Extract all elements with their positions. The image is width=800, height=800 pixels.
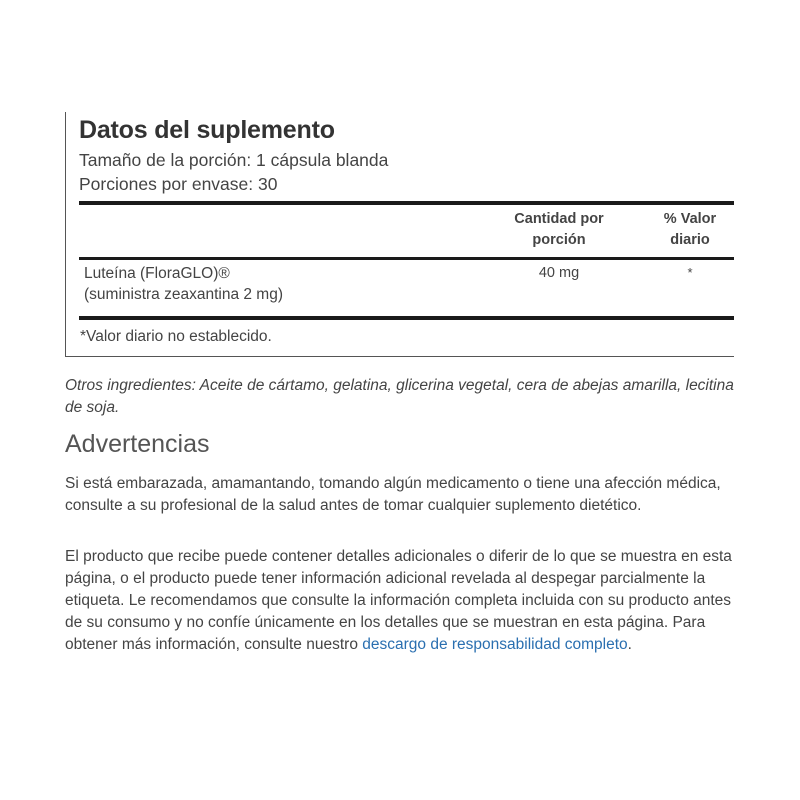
serving-size: Tamaño de la porción: 1 cápsula blanda [79, 150, 389, 170]
dv-header-line1: % Valor [663, 211, 717, 227]
supplement-facts-panel [65, 112, 734, 357]
disclaimer-paragraph [65, 546, 745, 656]
servings-per-container: Porciones por envase: 30 [79, 174, 278, 194]
ingredient-daily-value: * [687, 265, 693, 280]
amount-per-serving-header [486, 209, 632, 251]
ingredient-name-line1: Luteína (FloraGLO)® [84, 265, 230, 282]
other-ingredients: Otros ingredientes: Aceite de cártamo, gelatina, glicerina vegetal, cera de abejas amarilla, lecitina de soja. [65, 377, 734, 416]
facts-bottom-rule [79, 316, 734, 320]
facts-middle-rule [79, 257, 734, 260]
facts-top-rule [79, 201, 734, 205]
amount-header-line2: porción [532, 232, 586, 248]
supplement-facts-title: Datos del suplemento [79, 116, 335, 144]
disclaimer-end: . [627, 636, 632, 653]
ingredient-amount: 40 mg [538, 265, 580, 281]
ingredient-name-line2: (suministra zeaxantina 2 mg) [84, 286, 283, 303]
disclaimer-text: El producto que recibe puede contener detalles adicionales o diferir de lo que se muestra en esta página, o el producto puede tener información adicional revelada al despegar parcialmente la etiqueta. Le recomendamos que consulte la información completa incluida con su producto antes de su consumo y no confíe únicamente en los detalles que se muestran en esta página. Para obtener más información, consulte nuestro [65, 548, 732, 653]
disclaimer-link[interactable]: descargo de responsabilidad completo [362, 636, 628, 653]
dv-header-line2: diario [670, 232, 710, 248]
warning-paragraph: Si está embarazada, amamantando, tomando algún medicamento o tiene una afección médica, consulte a su profesional de la salud antes de tomar cualquier suplemento dietético. [65, 475, 721, 514]
daily-value-footnote: *Valor diario no establecido. [80, 328, 272, 345]
daily-value-header [640, 209, 740, 251]
amount-header-line1: Cantidad por [514, 211, 604, 227]
warnings-heading: Advertencias [65, 430, 210, 458]
ingredient-name [84, 263, 283, 305]
